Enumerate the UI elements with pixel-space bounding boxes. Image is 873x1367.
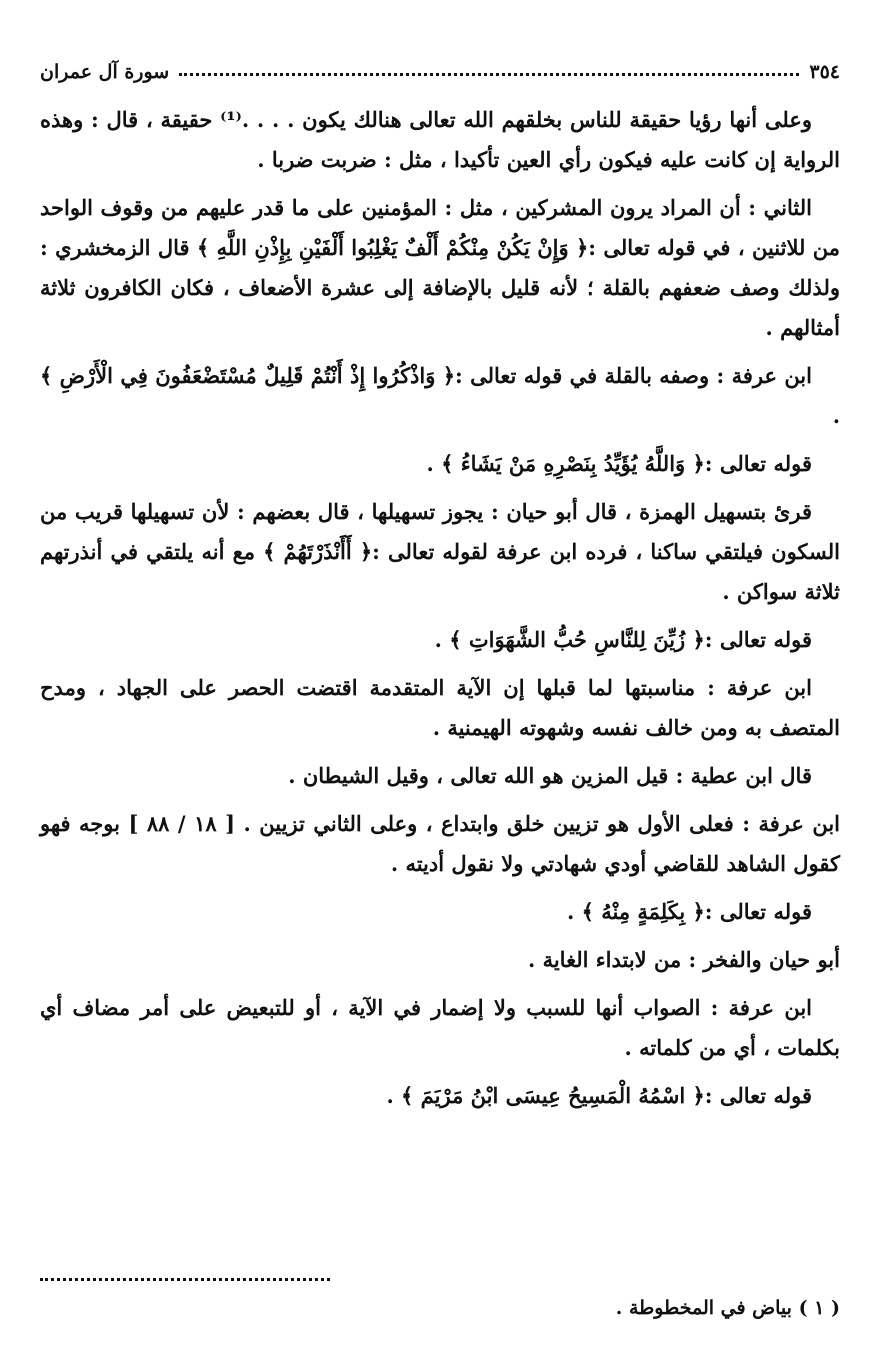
paragraph: قرئ بتسهيل الهمزة ، قال أبو حيان : يجوز تسهيلها ، قال بعضهم : لأن تسهيلها قريب من السكون فيلتقي ساكنا ، فرده ابن عرفة لقوله تعالى :﴿ أَأَنْذَرْتَهُمْ ﴾ مع أنه يلتقي في أنذرتهم ثلاثة سواكن . (40, 499, 840, 604)
paragraph: قوله تعالى :﴿ وَاللَّهُ يُؤَيِّدُ بِنَصْرِهِ مَنْ يَشَاءُ ﴾ . (426, 451, 812, 476)
paragraph: أبو حيان والفخر : من لابتداء الغاية . (527, 947, 840, 972)
paragraph: ابن عرفة : وصفه بالقلة في قوله تعالى :﴿ وَاذْكُرُوا إِذْ أَنْتُمْ قَلِيلٌ مُسْتَضْعَفُونَ فِي الْأَرْضِ ﴾ . (40, 363, 840, 428)
page-header (40, 52, 840, 92)
paragraph: ابن عرفة : فعلى الأول هو تزيين خلق وابتداع ، وعلى الثاني تزيين . [ ١٨ / ٨٨ ] بوجه فهو كقول الشاهد للقاضي أودي شهادتي ولا نقول أديته . (40, 811, 840, 876)
body-text (40, 100, 840, 1116)
page-number: ٣٥٤ (809, 61, 840, 83)
paragraph: قوله تعالى :﴿ اسْمُهُ الْمَسِيحُ عِيسَى ابْنُ مَرْيَمَ ﴾ . (386, 1083, 812, 1108)
paragraph: قال ابن عطية : قيل المزين هو الله تعالى ، وقيل الشيطان . (288, 763, 812, 788)
footnote-divider (40, 1278, 330, 1281)
paragraph: قوله تعالى :﴿ زُيِّنَ لِلنَّاسِ حُبُّ الشَّهَوَاتِ ﴾ . (434, 627, 812, 652)
footnote: ( ١ ) بياض في المخطوطة . (615, 1297, 840, 1319)
paragraph: الثاني : أن المراد يرون المشركين ، مثل : المؤمنين على ما قدر عليهم من وقوف الواحد من للاثنين ، في قوله تعالى :﴿ وَإِنْ يَكُنْ مِنْكُمْ أَلْفٌ يَغْلِبُوا أَلْفَيْنِ بِإِذْنِ اللَّهِ ﴾ قال الزمخشري : ولذلك وصف ضعفهم بالقلة ؛ لأنه قليل بالإضافة إلى عشرة الأضعاف ، فكان الكافرون ثلاثة أمثالهم . (40, 195, 840, 340)
paragraph: قوله تعالى :﴿ بِكَلِمَةٍ مِنْهُ ﴾ . (567, 899, 812, 924)
paragraph: وعلى أنها رؤيا حقيقة للناس بخلقهم الله تعالى هنالك يكون . . . .⁽¹⁾ حقيقة ، قال : وهذه الرواية إن كانت عليه فيكون رأي العين تأكيدا ، مثل : ضربت ضربا . (40, 107, 840, 172)
paragraph: ابن عرفة : الصواب أنها للسبب ولا إضمار في الآية ، أو للتبعيض على أمر مضاف أي بكلمات ، أي من كلماته . (40, 995, 840, 1060)
running-title: سورة آل عمران (40, 61, 170, 83)
paragraph: ابن عرفة : مناسبتها لما قبلها إن الآية المتقدمة اقتضت الحصر على الجهاد ، ومدح المتصف به ومن خالف نفسه وشهوته الهيمنية . (40, 675, 840, 740)
header-dotted-rule (179, 73, 799, 76)
page (40, 52, 840, 1124)
